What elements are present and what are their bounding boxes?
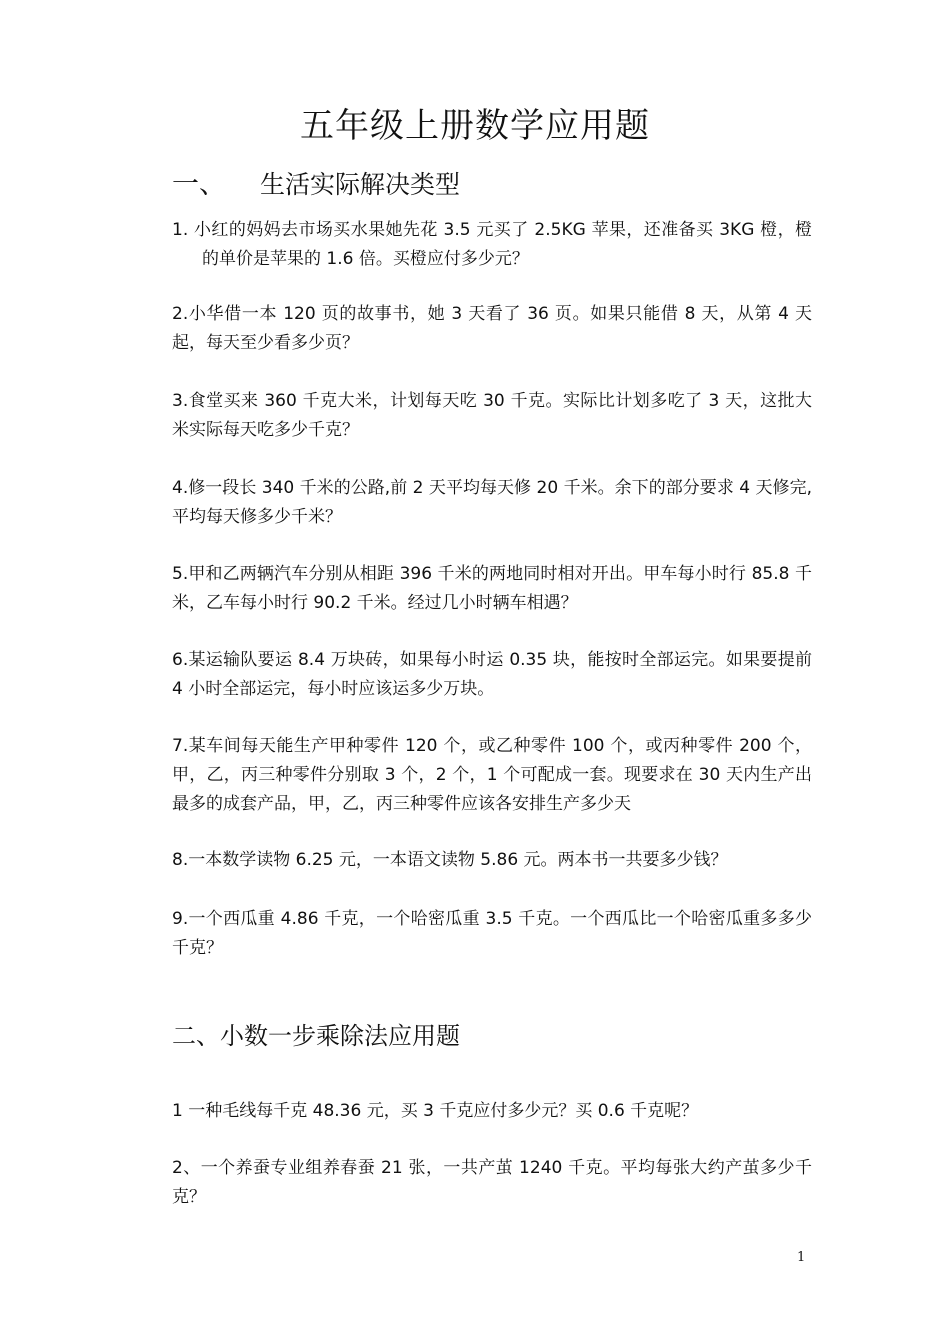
section1-heading bbox=[172, 166, 460, 204]
question-1-3: 3.食堂买来 360 千克大米，计划每天吃 30 千克。实际比计划多吃了 3 天，这批大米实际每天吃多少千克？ bbox=[172, 391, 812, 440]
section2-heading: 二、小数一步乘除法应用题 bbox=[172, 1022, 460, 1050]
section1-number: 一、 bbox=[172, 169, 226, 200]
section1-title: 生活实际解决类型 bbox=[260, 170, 461, 199]
page-title: 五年级上册数学应用题 bbox=[300, 106, 650, 146]
question-1-2: 2.小华借一本 120 页的故事书，她 3 天看了 36 页。如果只能借 8 天，从第 4 天起，每天至少看多少页？ bbox=[172, 304, 812, 353]
question-2-1: 1 一种毛线每千克 48.36 元，买 3 千克应付多少元？买 0.6 千克呢？ bbox=[172, 1101, 699, 1121]
question-1-7: 7.某车间每天能生产甲种零件 120 个，或乙种零件 100 个，或丙种零件 200 个，甲，乙，丙三种零件分别取 3 个，2 个，1 个可配成一套。现要求在 30 天内生产出最多的成套产品，甲，乙，丙三种零件应该各安排生产多少天 bbox=[172, 736, 812, 814]
question-1-5: 5.甲和乙两辆汽车分别从相距 396 千米的两地同时相对开出。甲车每小时行 85.8 千米，乙车每小时行 90.2 千米。经过几小时辆车相遇？ bbox=[172, 564, 812, 613]
question-1-9: 9.一个西瓜重 4.86 千克，一个哈密瓜重 3.5 千克。一个西瓜比一个哈密瓜重多多少千克？ bbox=[172, 909, 812, 958]
question-2-2: 2、一个养蚕专业组养春蚕 21 张，一共产茧 1240 千克。平均每张大约产茧多少千克？ bbox=[172, 1158, 812, 1207]
question-1-8: 8.一本数学读物 6.25 元，一本语文读物 5.86 元。两本书一共要多少钱？ bbox=[172, 850, 728, 870]
question-1-6: 6.某运输队要运 8.4 万块砖，如果每小时运 0.35 块，能按时全部运完。如果要提前 4 小时全部运完，每小时应该运多少万块。 bbox=[172, 650, 812, 699]
question-1-1: 1. 小红的妈妈去市场买水果她先花 3.5 元买了 2.5KG 苹果，还准备买 3KG 橙，橙的单价是苹果的 1.6 倍。买橙应付多少元？ bbox=[172, 220, 812, 269]
question-1-4: 4.修一段长 340 千米的公路,前 2 天平均每天修 20 千米。余下的部分要求 4 天修完,平均每天修多少千米？ bbox=[172, 478, 812, 527]
page-number: 1 bbox=[797, 1250, 806, 1265]
